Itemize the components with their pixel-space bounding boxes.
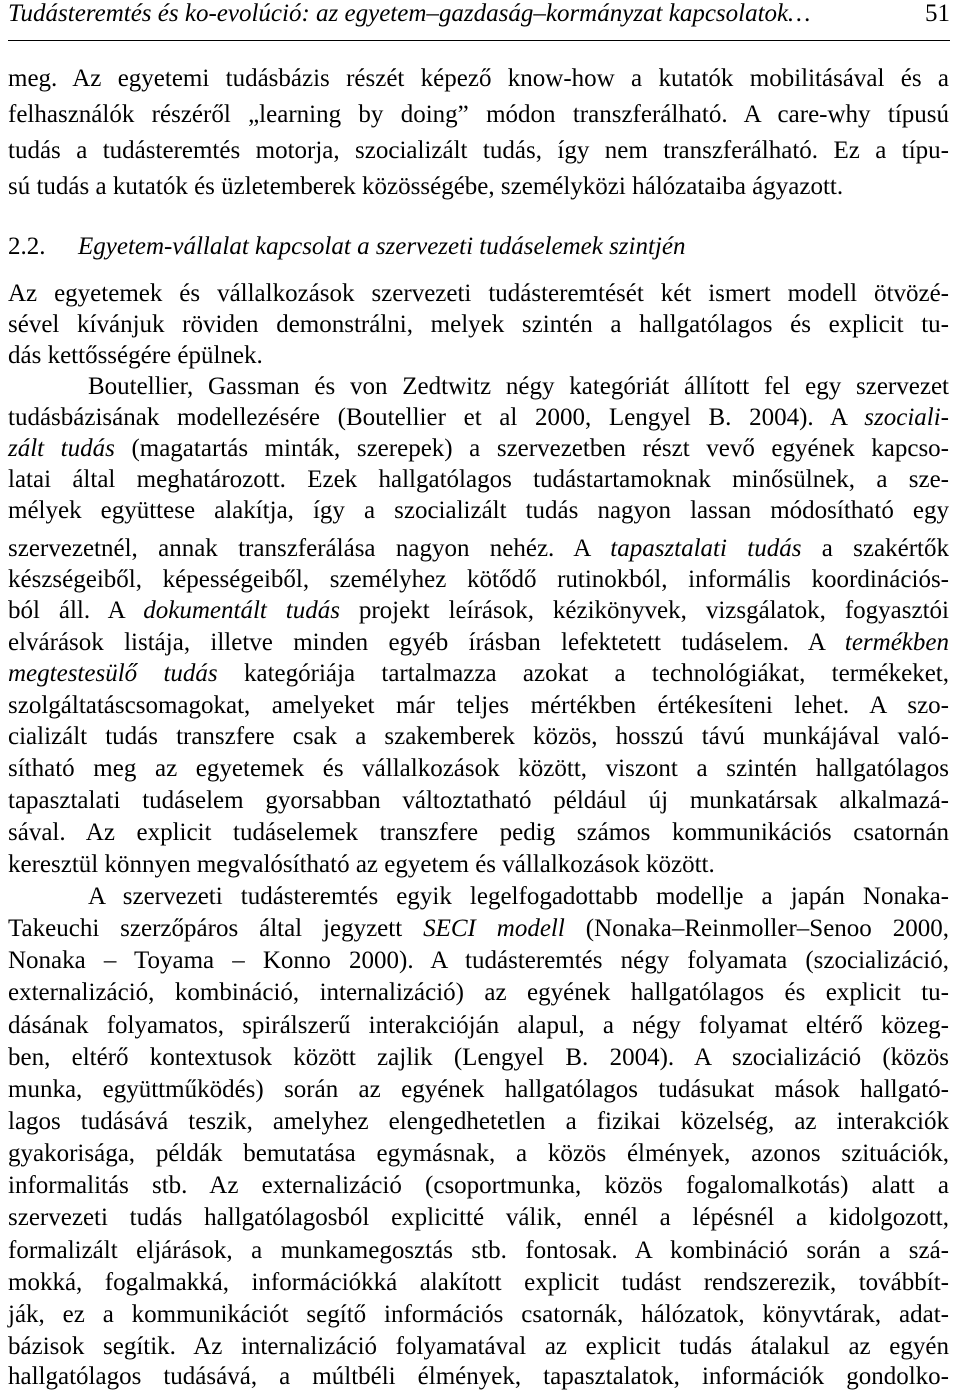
- emphasis: megtestesülő tudás: [8, 660, 218, 687]
- header-rule: [8, 40, 950, 41]
- body-line: Nonaka – Toyama – Konno 2000). A tudásteremtés négy folyamata (szocializáció,: [8, 947, 949, 974]
- body-line: ják, ez a kommunikációt segítő információs csatornák, hálózatok, könyvtárak, adat-: [8, 1301, 949, 1328]
- body-line: Boutellier, Gassman és von Zedtwitz négy kategóriát állított fel egy szervezet: [88, 373, 949, 400]
- body-line: Az egyetemek és vállalkozások szervezeti tudásteremtését két ismert modell ötvözé-: [8, 280, 949, 307]
- body-line: bázisok segítik. Az internalizáció folyamatával az explicit tudás átalakul az egyén: [8, 1333, 949, 1360]
- body-line: keresztül könnyen megvalósítható az egyetem és vállalkozások között.: [8, 851, 715, 878]
- body-line: sával. Az explicit tudáselemek transzfere pedig számos kommunikációs csatornán: [8, 819, 949, 846]
- body-line: externalizáció, kombináció, internalizáció) az egyének hallgatólagos és explicit tu-: [8, 979, 949, 1006]
- emphasis: termékben: [844, 629, 949, 656]
- body-line: mokká, fogalmakká, információkká alakított explicit tudást rendszerezik, továbbít-: [8, 1269, 949, 1296]
- body-line: sú tudás a kutatók és üzletemberek közösségébe, személyközi hálózataiba ágyazott.: [8, 173, 844, 200]
- text-run: szervezetnél, annak transzferálása nagyon nehéz. A: [8, 535, 611, 562]
- body-line: latai által meghatározott. Ezek hallgatólagos tudástartamoknak minősülnek, a sze-: [8, 466, 949, 493]
- emphasis: szociali-: [864, 404, 949, 431]
- page-number: 51: [925, 0, 950, 27]
- body-line: dás kettősségére épülnek.: [8, 342, 263, 369]
- text-run: projekt leírások, kézikönyvek, vizsgálatok, fogyasztói: [339, 597, 949, 624]
- body-line: [8, 595, 949, 626]
- body-line: tapasztalati tudáselem gyorsabban változtatható például új munkatársak alkalmazá-: [8, 787, 949, 814]
- body-line: informalitás stb. Az externalizáció (csoportmunka, közös fogalomalkotás) alatt a: [8, 1172, 949, 1199]
- body-line: [8, 533, 949, 564]
- body-line: szolgáltatáscsomagokat, amelyeket már teljes mértékben értékesíteni lehet. A szo-: [8, 692, 949, 719]
- body-line: szervezeti tudás hallgatólagosból explicitté válik, ennél a lépésnél a kidolgozott,: [8, 1204, 949, 1231]
- body-line: A szervezeti tudásteremtés egyik legelfogadottabb modellje a japán Nonaka-: [88, 883, 949, 910]
- body-line: dásának folyamatos, spirálszerű interakcióján alapul, a négy folyamat eltérő közeg-: [8, 1012, 949, 1039]
- section-number: 2.2.: [8, 233, 46, 260]
- text-run: (magatartás minták, szerepek) a szervezetben részt vevő egyének kapcso-: [114, 435, 950, 462]
- emphasis: dokumentált tudás: [143, 597, 340, 624]
- body-line: ben, eltérő kontextusok között zajlik (Lengyel B. 2004). A szocializáció (közös: [8, 1044, 949, 1071]
- text-run: a szakértők: [801, 535, 949, 562]
- running-title: Tudásteremtés és ko-evolúció: az egyetem–gazdaság–kormányzat kapcsolatok…: [8, 0, 811, 27]
- body-line: hallgatólagos tudásává, a múltbéli élmények, tapasztalatok, információk gondolko-: [8, 1363, 949, 1390]
- body-line: cializált tudás transzfere csak a szakemberek közös, hosszú távú munkájával való-: [8, 723, 949, 750]
- text-run: kategóriája tartalmazza azokat a technológiákat, termékeket,: [217, 660, 949, 687]
- emphasis: zált tudás: [8, 435, 115, 462]
- body-line: mélyek együttese alakítja, így a szocializált tudás nagyon lassan módosítható egy: [8, 497, 949, 524]
- body-line: [8, 658, 949, 689]
- body-line: [8, 913, 949, 944]
- body-line: formalizált eljárások, a munkamegosztás stb. fontosak. A kombináció során a szá-: [8, 1237, 949, 1264]
- emphasis: SECI modell: [423, 915, 565, 942]
- text-run: (Nonaka–Reinmoller–Senoo 2000,: [564, 915, 949, 942]
- body-line: felhasználók részéről „learning by doing” módon transzferálható. A care-why típusú: [8, 101, 949, 128]
- body-line: sítható meg az egyetemek és vállalkozások között, viszont a szintén hallgatólagos: [8, 755, 949, 782]
- section-title: Egyetem-vállalat kapcsolat a szervezeti tudáselemek szintjén: [78, 233, 686, 260]
- text-run: Takeuchi szerzőpáros által jegyzett: [8, 915, 424, 942]
- body-line: tudás a tudásteremtés motorja, szocializált tudás, így nem transzferálható. Ez a típu-: [8, 137, 949, 164]
- text-run: elvárások listája, illetve minden egyéb írásban lefektetett tudáselem. A: [8, 629, 845, 656]
- body-line: [8, 627, 949, 658]
- body-line: lagos tudásává teszik, amelyhez elengedhetetlen a fizikai közelség, az interakciók: [8, 1108, 949, 1135]
- body-line: [8, 433, 949, 464]
- emphasis: tapasztalati tudás: [610, 535, 802, 562]
- body-line: munka, együttműködés) során az egyének hallgatólagos tudásukat mások hallgató-: [8, 1076, 949, 1103]
- body-line: gyakorisága, példák bemutatása egymásnak, a közös élmények, azonos szituációk,: [8, 1140, 949, 1167]
- text-run: tudásbázisának modellezésére (Boutellier et al 2000, Lengyel B. 2004). A: [8, 404, 865, 431]
- section-heading: [8, 231, 685, 262]
- body-line: [8, 402, 949, 433]
- body-line: készségeiből, képességeiből, személyhez kötődő rutinokból, informális koordinációs-: [8, 566, 949, 593]
- body-line: meg. Az egyetemi tudásbázis részét képező know-how a kutatók mobilitásával és a: [8, 65, 949, 92]
- body-line: sével kívánjuk röviden demonstrálni, melyek szintén a hallgatólagos és explicit tu-: [8, 311, 949, 338]
- running-header: [8, 0, 950, 36]
- text-run: ból áll. A: [8, 597, 144, 624]
